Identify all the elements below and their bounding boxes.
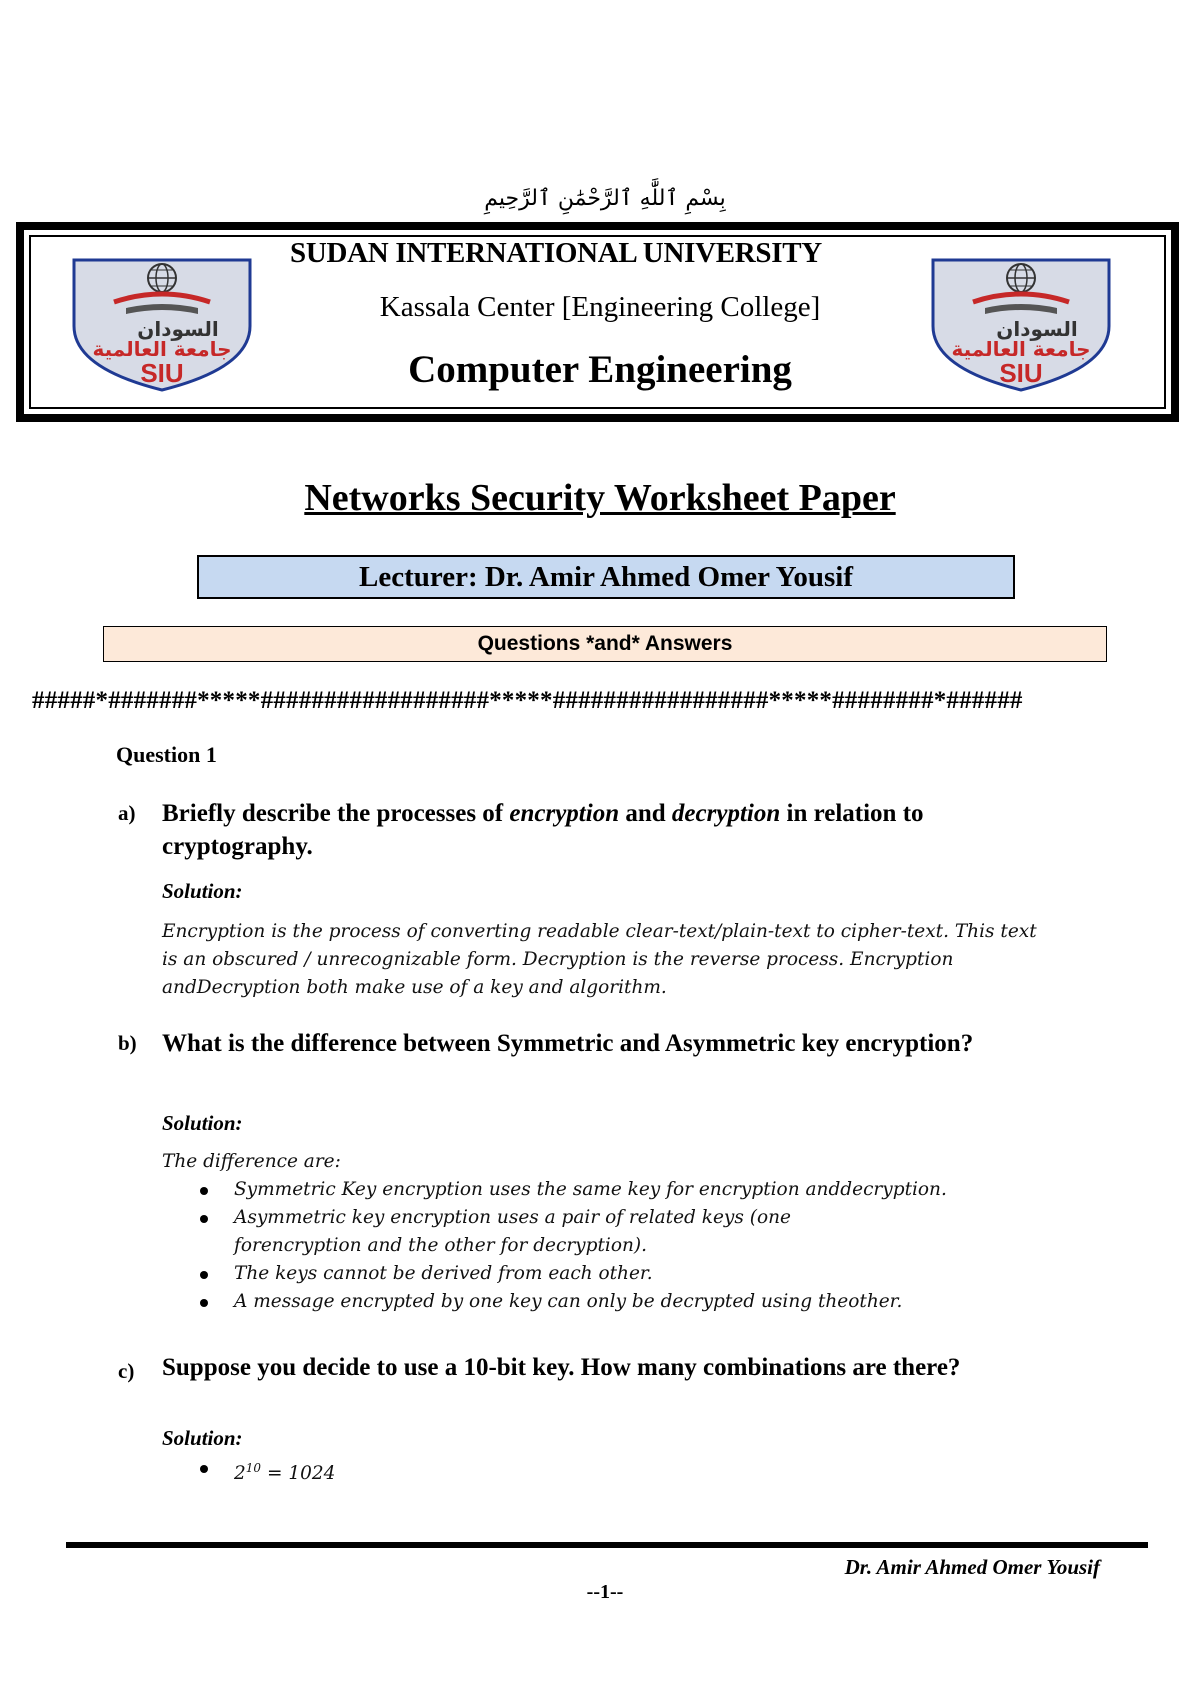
logo-abbr: SIU [140, 358, 184, 388]
basmala: بِسْمِ ٱللَّٰهِ ٱلرَّحْمَٰنِ ٱلرَّحِيمِ [484, 186, 726, 211]
question-letter-b: b) [118, 1031, 137, 1055]
solution-a-text: Encryption is the process of converting readable clear-text/plain-text to cipher-text. This text is an obscured / unrecognizable form. Decryption is the reverse process. Encryption andDecryption both make use of a key and algorithm. [162, 921, 1037, 998]
department-name: Computer Engineering [408, 348, 792, 391]
logo-arabic-line1: السودان [996, 317, 1078, 341]
solution-b-intro: The difference are: [162, 1151, 341, 1172]
list-item: Asymmetric key encryption uses a pair of related keys (one forencryption and the other for decryption). [200, 1204, 1030, 1260]
term-decryption: decryption [671, 800, 781, 827]
logo-arabic-line1: السودان [137, 317, 219, 341]
list-item: A message encrypted by one key can only be decrypted using theother. [200, 1288, 1030, 1316]
question-a-text: Briefly describe the processes of encryption and decryption in relation to cryptography. [162, 800, 924, 860]
footer-author: Dr. Amir Ahmed Omer Yousif [844, 1555, 1100, 1579]
list-item: Symmetric Key encryption uses the same key for encryption anddecryption. [200, 1176, 1030, 1204]
solution-c-list [200, 1454, 1030, 1488]
list-item: $2^{10} = 1024$ [200, 1454, 1030, 1488]
question-letter-c: c) [118, 1359, 135, 1383]
university-logo-right [927, 256, 1115, 394]
logo-abbr: SIU [999, 358, 1043, 388]
solution-b-list [200, 1176, 1030, 1316]
question-heading: Question 1 [116, 742, 217, 767]
center-name: Kassala Center [Engineering College] [379, 291, 821, 323]
solution-label-a: Solution: [162, 879, 243, 903]
paper-title: Networks Security Worksheet Paper [304, 477, 896, 519]
separator-line: #####*#######*****##################*****#################*****########*###### [32, 687, 1023, 714]
question-b-text: What is the difference between Symmetric and Asymmetric key encryption? [162, 1030, 974, 1057]
university-logo-left [68, 256, 256, 394]
term-encryption: encryption [509, 800, 620, 827]
lecturer-banner: Lecturer: Dr. Amir Ahmed Omer Yousif [197, 555, 1015, 599]
solution-label-c: Solution: [162, 1426, 243, 1450]
solution-label-b: Solution: [162, 1111, 243, 1135]
question-letter-a: a) [118, 801, 136, 825]
logo-arabic-line2: جامعة العالمية [951, 337, 1091, 361]
footer-rule [66, 1542, 1148, 1548]
qa-banner: Questions *and* Answers [103, 626, 1107, 662]
page-number: --1-- [586, 1581, 624, 1603]
question-c-text: Suppose you decide to use a 10-bit key. How many combinations are there? [162, 1354, 961, 1381]
list-item: The keys cannot be derived from each other. [200, 1260, 1030, 1288]
logo-arabic-line2: جامعة العالمية [92, 337, 232, 361]
university-name: SUDAN INTERNATIONAL UNIVERSITY [290, 237, 822, 269]
